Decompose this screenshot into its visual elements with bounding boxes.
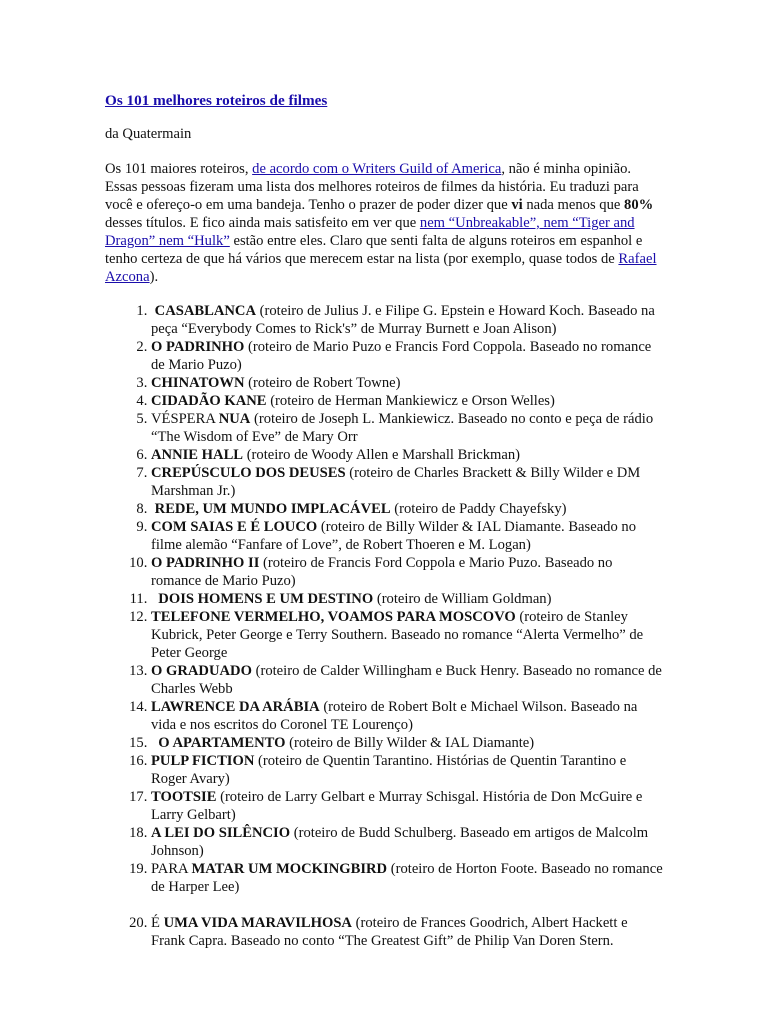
list-item	[151, 392, 665, 410]
intro-text: Os 101 maiores roteiros,	[105, 161, 253, 177]
list-item	[151, 662, 665, 698]
film-list	[105, 302, 665, 950]
film-title: O PADRINHO	[151, 339, 245, 355]
list-item	[151, 590, 665, 608]
list-item	[151, 752, 665, 788]
film-description: (roteiro de Mario Puzo e Francis Ford Coppola. Baseado no romance de Mario Puzo)	[151, 339, 652, 373]
film-description: (roteiro de Billy Wilder & IAL Diamante. Baseado no filme alemão “Fanfare of Love”, de Robert Thoeren e M. Logan)	[151, 519, 637, 553]
list-item	[151, 824, 665, 860]
film-title: ANNIE HALL	[151, 447, 244, 463]
film-description: (roteiro de William Goldman)	[373, 591, 552, 607]
list-item	[151, 302, 665, 338]
intro-bold-text: 80%	[624, 197, 654, 213]
film-title: CHINATOWN	[151, 375, 245, 391]
film-prefix: É	[151, 915, 164, 931]
film-title: COM SAIAS E É LOUCO	[151, 519, 318, 535]
intro-text: , não é minha opinião. Essas pessoas fizeram uma lista dos melhores roteiros de filmes da história. Eu traduzi para você e ofereço-o em uma bandeja. Tenho o prazer de poder dizer que	[105, 161, 639, 213]
list-item	[151, 500, 665, 518]
list-item	[151, 374, 665, 392]
list-item	[151, 914, 665, 950]
film-description: (roteiro de Horton Foote. Baseado no romance de Harper Lee)	[151, 861, 663, 895]
film-title: CIDADÃO KANE	[151, 393, 267, 409]
film-description: (roteiro de Charles Brackett & Billy Wilder e DM Marshman Jr.)	[151, 465, 641, 499]
byline: da Quatermain	[105, 126, 192, 142]
film-description: (roteiro de Billy Wilder & IAL Diamante)	[285, 735, 535, 751]
intro-bold-text: vi	[511, 197, 523, 213]
list-item	[151, 338, 665, 374]
film-description: (roteiro de Paddy Chayefsky)	[390, 501, 567, 517]
film-title: TOOTSIE	[151, 789, 217, 805]
writers-guild-link[interactable]: de acordo com o Writers Guild of America	[252, 161, 502, 177]
film-description: (roteiro de Robert Towne)	[244, 375, 401, 391]
film-prefix: PARA	[151, 861, 192, 877]
unbreakable-link[interactable]: nem “Unbreakable”, nem “Tiger and Dragon” nem “Hulk”	[105, 215, 635, 249]
list-item	[151, 734, 665, 752]
film-title: REDE, UM MUNDO IMPLACÁVEL	[154, 501, 391, 517]
film-description: (roteiro de Woody Allen e Marshall Brickman)	[243, 447, 521, 463]
film-title: A LEI DO SILÊNCIO	[151, 825, 291, 841]
list-item	[151, 788, 665, 824]
film-title: UMA VIDA MARAVILHOSA	[163, 915, 352, 931]
film-title: O APARTAMENTO	[158, 735, 286, 751]
list-item	[151, 698, 665, 734]
film-title: LAWRENCE DA ARÁBIA	[151, 699, 320, 715]
film-title: O GRADUADO	[151, 663, 252, 679]
rafael-azcona-link[interactable]: Rafael Azcona	[105, 251, 657, 285]
article-title-link[interactable]: Os 101 melhores roteiros de filmes	[105, 92, 328, 109]
film-description: (roteiro de Quentin Tarantino. Histórias de Quentin Tarantino e Roger Avary)	[151, 753, 627, 787]
film-prefix: VÉSPERA	[151, 411, 219, 427]
list-item	[151, 410, 665, 446]
list-item	[151, 518, 665, 554]
intro-text: ).	[149, 269, 159, 285]
film-title: PULP FICTION	[151, 753, 255, 769]
intro-text: nada menos que	[522, 197, 625, 213]
article-body	[105, 92, 665, 950]
list-item	[151, 446, 665, 464]
film-description: (roteiro de Calder Willingham e Buck Henry. Baseado no romance de Charles Webb	[151, 663, 662, 697]
film-description: (roteiro de Robert Bolt e Michael Wilson. Baseado na vida e nos escritos do Coronel TE Lourenço)	[151, 699, 638, 733]
list-item	[151, 860, 665, 896]
film-title: TELEFONE VERMELHO, VOAMOS PARA MOSCOVO	[151, 609, 516, 625]
film-title: MATAR UM MOCKINGBIRD	[191, 861, 388, 877]
film-title: CREPÚSCULO DOS DEUSES	[151, 465, 346, 481]
list-item	[151, 464, 665, 500]
film-description: (roteiro de Frances Goodrich, Albert Hackett e Frank Capra. Baseado no conto “The Greatest Gift” de Philip Van Doren Stern.	[151, 915, 628, 949]
film-title: NUA	[218, 411, 251, 427]
list-item	[151, 554, 665, 590]
film-description: (roteiro de Francis Ford Coppola e Mario Puzo. Baseado no romance de Mario Puzo)	[151, 555, 613, 589]
intro-paragraph	[105, 160, 665, 286]
intro-text: estão entre eles. Claro que senti falta de alguns roteiros em espanhol e tenho certeza de que há vários que merecem estar na lista (por exemplo, quase todos de	[105, 233, 643, 267]
list-item	[151, 608, 665, 662]
film-title: DOIS HOMENS E UM DESTINO	[158, 591, 374, 607]
intro-text: desses títulos. E fico ainda mais satisfeito em ver que	[105, 215, 420, 231]
film-description: (roteiro de Joseph L. Mankiewicz. Baseado no conto e peça de rádio “The Wisdom of Eve” de Mary Orr	[151, 411, 654, 445]
film-description: (roteiro de Budd Schulberg. Baseado em artigos de Malcolm Johnson)	[151, 825, 649, 859]
film-description: (roteiro de Julius J. e Filipe G. Epstein e Howard Koch. Baseado na peça “Everybody Comes to Rick's” de Murray Burnett e Joan Alison)	[151, 303, 655, 337]
film-description: (roteiro de Stanley Kubrick, Peter George e Terry Southern. Baseado no romance “Alerta Vermelho” de Peter George	[151, 609, 644, 661]
film-description: (roteiro de Herman Mankiewicz e Orson Welles)	[266, 393, 555, 409]
film-title: CASABLANCA	[154, 303, 257, 319]
film-description: (roteiro de Larry Gelbart e Murray Schisgal. História de Don McGuire e Larry Gelbart)	[151, 789, 643, 823]
film-title: O PADRINHO II	[151, 555, 260, 571]
article-title	[105, 92, 665, 110]
